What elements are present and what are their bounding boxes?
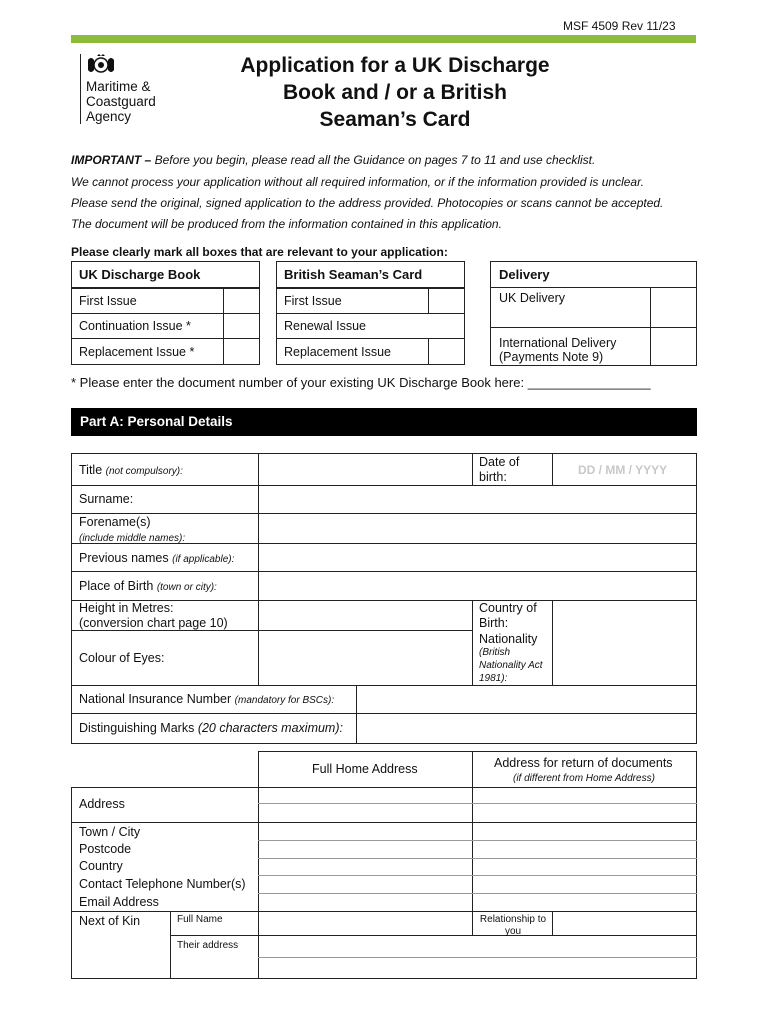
height-label-line1: Height in Metres:	[79, 601, 174, 615]
ni-number-label: National Insurance Number (mandatory for BSCs):	[79, 692, 335, 706]
home-country-input[interactable]	[259, 859, 472, 875]
agency-name-line3: Agency	[86, 109, 132, 124]
previous-names-label: Previous names (if applicable):	[79, 551, 235, 565]
phone-label: Contact Telephone Number(s)	[79, 877, 246, 891]
kin-full-name-label: Full Name	[177, 914, 223, 925]
distinguishing-marks-label: Distinguishing Marks (20 characters maximum):	[79, 721, 343, 735]
email-label: Email Address	[79, 895, 159, 909]
important-line3: Please send the original, signed application to the address provided. Photocopies or scans cannot be accepted.	[71, 196, 664, 210]
next-of-kin-label: Next of Kin	[79, 914, 141, 928]
country-label: Country	[79, 859, 123, 873]
existing-book-number-prompt[interactable]: * Please enter the document number of your existing UK Discharge Book here: _________________	[71, 375, 651, 390]
kin-relationship-line1: Relationship to	[479, 914, 547, 925]
home-town-input[interactable]	[259, 823, 472, 840]
kin-address-label: Their address	[177, 940, 239, 951]
place-of-birth-label: Place of Birth (town or city):	[79, 579, 217, 593]
nationality-note-line1: (British	[479, 647, 511, 658]
eyes-label: Colour of Eyes:	[79, 651, 165, 665]
nationality-label: Nationality	[479, 632, 538, 646]
discharge-continuation-issue: Continuation Issue *	[71, 313, 224, 339]
return-address-header: Address for return of documents	[494, 756, 673, 770]
delivery-header: Delivery	[490, 261, 697, 288]
address-label: Address	[79, 797, 125, 811]
card-replacement-checkbox[interactable]	[428, 338, 465, 365]
phone-input[interactable]	[259, 876, 696, 893]
dob-label-line2: birth:	[479, 470, 507, 484]
title-line2: Book and / or a British	[282, 81, 508, 104]
postcode-label: Postcode	[79, 842, 132, 856]
nationality-input[interactable]	[553, 631, 696, 685]
discharge-first-issue-checkbox[interactable]	[223, 288, 260, 314]
return-country-input[interactable]	[473, 859, 696, 875]
delivery-uk: UK Delivery	[490, 287, 651, 328]
agency-name-line2: Coastguard	[86, 94, 156, 109]
return-address-note: (if different from Home Address)	[513, 773, 655, 784]
return-town-input[interactable]	[473, 823, 696, 840]
agency-logo	[76, 54, 176, 126]
mark-boxes-instruction: Please clearly mark all boxes that are relevant to your application:	[71, 245, 448, 259]
title-label: Title (not compulsory):	[79, 463, 183, 477]
country-of-birth-input[interactable]	[553, 601, 696, 630]
delivery-international-checkbox[interactable]	[650, 327, 697, 366]
kin-address-input[interactable]	[259, 936, 696, 978]
return-postcode-input[interactable]	[473, 841, 696, 858]
height-label-line2: (conversion chart page 10)	[79, 616, 228, 630]
town-label: Town / City	[79, 825, 141, 839]
discharge-replacement-issue: Replacement Issue *	[71, 338, 224, 365]
accent-bar	[71, 35, 696, 43]
card-replacement-issue: Replacement Issue	[276, 338, 429, 365]
place-of-birth-input[interactable]	[259, 572, 696, 600]
delivery-uk-checkbox[interactable]	[650, 287, 697, 328]
title-line1: Application for a UK Discharge	[240, 54, 550, 77]
title-input[interactable]	[259, 454, 472, 485]
country-of-birth-line1: Country of	[479, 601, 537, 615]
seaman-card-header: British Seaman’s Card	[276, 261, 465, 288]
distinguishing-marks-input[interactable]	[357, 714, 696, 744]
kin-relationship-input[interactable]	[553, 912, 696, 935]
home-address-input[interactable]	[259, 788, 472, 822]
dob-input[interactable]: DD / MM / YYYY	[578, 463, 668, 477]
kin-relationship-line2: you	[504, 926, 522, 937]
surname-label: Surname:	[79, 492, 134, 506]
forenames-note: (include middle names):	[79, 533, 186, 544]
forenames-label: Forename(s)	[79, 515, 151, 529]
discharge-first-issue: First Issue	[71, 288, 224, 314]
kin-full-name-input[interactable]	[259, 912, 472, 935]
important-line4: The document will be produced from the information contained in this application.	[71, 217, 502, 231]
important-label: IMPORTANT –	[71, 153, 152, 167]
card-first-issue-checkbox[interactable]	[428, 288, 465, 314]
page-title	[200, 52, 590, 133]
email-input[interactable]	[259, 894, 696, 911]
discharge-book-header: UK Discharge Book	[71, 261, 260, 288]
home-postcode-input[interactable]	[259, 841, 472, 858]
important-line1: IMPORTANT – Before you begin, please read all the Guidance on pages 7 to 11 and use checklist.	[71, 153, 596, 167]
discharge-replacement-checkbox[interactable]	[223, 338, 260, 365]
card-first-issue: First Issue	[276, 288, 429, 314]
height-input[interactable]	[259, 601, 472, 630]
previous-names-input[interactable]	[259, 544, 696, 571]
agency-name-line1: Maritime &	[86, 79, 151, 94]
delivery-international: International Delivery (Payments Note 9)	[490, 327, 651, 366]
form-reference: MSF 4509 Rev 11/23	[563, 19, 676, 33]
card-renewal-issue: Renewal Issue	[276, 313, 465, 339]
full-home-address-header: Full Home Address	[312, 762, 418, 776]
part-a-header: Part A: Personal Details	[71, 408, 697, 436]
important-line2: We cannot process your application without all required information, or if the information provided is unclear.	[71, 175, 644, 189]
eyes-input[interactable]	[259, 631, 472, 685]
discharge-continuation-checkbox[interactable]	[223, 313, 260, 339]
surname-input[interactable]	[259, 486, 696, 513]
forenames-input[interactable]	[259, 514, 696, 543]
country-of-birth-line2: Birth:	[479, 616, 509, 630]
title-line3: Seaman’s Card	[319, 108, 471, 131]
dob-label-line1: Date of	[479, 455, 520, 469]
ni-number-input[interactable]	[357, 686, 696, 713]
return-address-input[interactable]	[473, 788, 696, 822]
royal-crest-icon	[86, 54, 116, 76]
nationality-note-line2: Nationality Act	[479, 660, 543, 671]
nationality-note-line3: 1981):	[479, 673, 508, 684]
